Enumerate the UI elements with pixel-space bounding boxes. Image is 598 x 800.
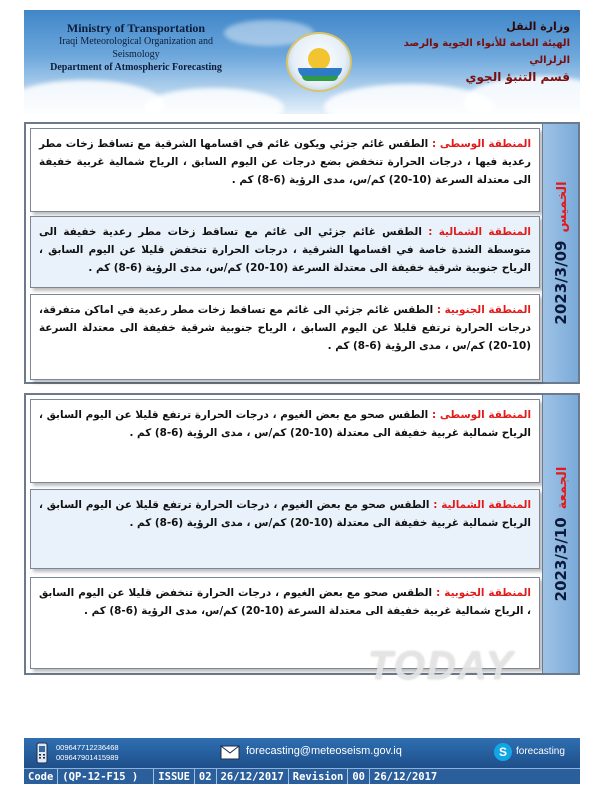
cloud-decoration: [24, 80, 164, 114]
forecast-day-thursday: [24, 122, 580, 384]
contact-footer: [24, 738, 580, 768]
phone-number[interactable]: 009647901415989: [56, 753, 119, 762]
code-label: Code: [24, 769, 58, 784]
region-central-forecast: [30, 399, 540, 483]
forecast-text: الطقس غائم جزئي الى غائم مع تساقط زخات مطر رعدية خفيفة الى متوسطة الشدة خاصة في اقسامها الشرقية ، درجات الحرارة تنخفض قليلا عن اليوم السابق ، الرياح جنوبية شرقية خفيفة الى معتدلة السرعة (10-20) كم/س، مدى الرؤية (6-8) كم .: [39, 226, 531, 274]
region-north-forecast: [30, 216, 540, 288]
cloud-decoration: [144, 88, 284, 114]
region-name: المنطقة الوسطى :: [431, 138, 532, 150]
region-name: المنطقة الجنوبية :: [436, 304, 531, 316]
arabic-org-name: [360, 18, 570, 86]
issue-date: 26/12/2017: [217, 769, 289, 784]
forecast-day-friday: [24, 393, 580, 675]
phone-icon: [34, 742, 50, 764]
region-north-forecast: [30, 489, 540, 569]
document-code-bar: [24, 768, 580, 784]
revision-label: Revision: [289, 769, 349, 784]
ministry-name-en: Ministry of Transportation: [66, 21, 206, 35]
phone-number[interactable]: 009647712236468: [56, 743, 119, 752]
date-label: [552, 467, 570, 602]
skype-handle[interactable]: forecasting: [516, 746, 565, 757]
forecast-text: الطقس صحو مع بعض الغيوم ، درجات الحرارة تنخفض قليلا عن اليوم السابق ، الرياح شمالية غربية خفيفة الى معتدلة السرعة (10-20) كم/س، مدى الرؤية (6-8) كم .: [39, 587, 531, 617]
forecast-text: الطقس صحو مع بعض الغيوم ، درجات الحرارة ترتفع قليلا عن اليوم السابق ، الرياح شمالية غربية خفيفة الى معتدلة (10-20) كم/س ، مدى الرؤية (6-8) كم .: [39, 409, 531, 439]
revision-date: 26/12/2017: [374, 770, 438, 783]
phone-numbers: [56, 743, 119, 763]
organization-name-en: Iraqi Meteorological Organization and Seismology: [59, 36, 213, 60]
region-name: المنطقة الشمالية :: [433, 499, 532, 511]
forecast-date: 2023/3/10: [551, 517, 570, 602]
sun-icon: [308, 48, 330, 70]
department-name-en: Department of Atmospheric Forecasting: [50, 62, 222, 73]
region-south-forecast: [30, 294, 540, 380]
forecast-date: 2023/3/09: [551, 240, 570, 325]
date-label: [552, 181, 570, 324]
revision-number: 00: [348, 769, 370, 784]
mail-icon: [220, 745, 240, 760]
today-watermark: TODAY: [368, 644, 515, 688]
forecast-text: الطقس غائم جزئي الى غائم مع تساقط زخات مطر رعدية في اماكن متفرقة، درجات الحرارة ترتفع قليلا عن اليوم السابق ، الرياح جنوبية شرقية خفيفة الى معتدلة السرعة (10-20) كم/س ، مدى الرؤية (6-8) كم .: [39, 304, 531, 352]
ministry-name-ar: وزارة النقل: [506, 20, 570, 33]
organization-logo: [286, 32, 352, 92]
wave-icon: [302, 76, 338, 81]
day-side-label: [542, 395, 578, 673]
region-name: المنطقة الجنوبية :: [436, 587, 531, 599]
organization-name-ar: الهيئة العامة للأنواء الجوية والرصد الزلزالي: [403, 38, 570, 66]
email-link[interactable]: forecasting@meteoseism.gov.iq: [246, 745, 402, 757]
forecast-text: الطقس صحو مع بعض الغيوم ، درجات الحرارة ترتفع قليلا عن اليوم السابق ، الرياح شمالية غربية خفيفة الى معتدلة (10-20) كم/س ، مدى الرؤية (6-8) كم .: [39, 499, 531, 529]
code-value: (QP-12-F15 ): [58, 769, 154, 784]
forecast-text: الطقس غائم جزئي ويكون غائم في اقسامها الشرقية مع تساقط زخات مطر رعدية فيها ، درجات الحرارة تنخفض بضع درجات عن اليوم السابق ، الرياح شمالية غربية خفيفة الى معتدلة السرعة (10-20) كم/س، مدى الرؤية (6-8) كم .: [39, 138, 531, 186]
day-side-label: [542, 124, 578, 382]
issue-label: ISSUE: [154, 769, 195, 784]
day-name: الجمعة: [554, 466, 570, 510]
department-name-ar: قسم التنبؤ الجوي: [465, 70, 570, 84]
skype-icon: S: [494, 743, 512, 761]
region-central-forecast: [30, 128, 540, 212]
letterhead-banner: [24, 10, 580, 114]
region-name: المنطقة الوسطى :: [431, 409, 532, 421]
issue-number: 02: [195, 769, 217, 784]
english-org-name: [36, 22, 236, 74]
region-name: المنطقة الشمالية :: [428, 226, 531, 238]
day-name: الخميس: [554, 181, 570, 233]
